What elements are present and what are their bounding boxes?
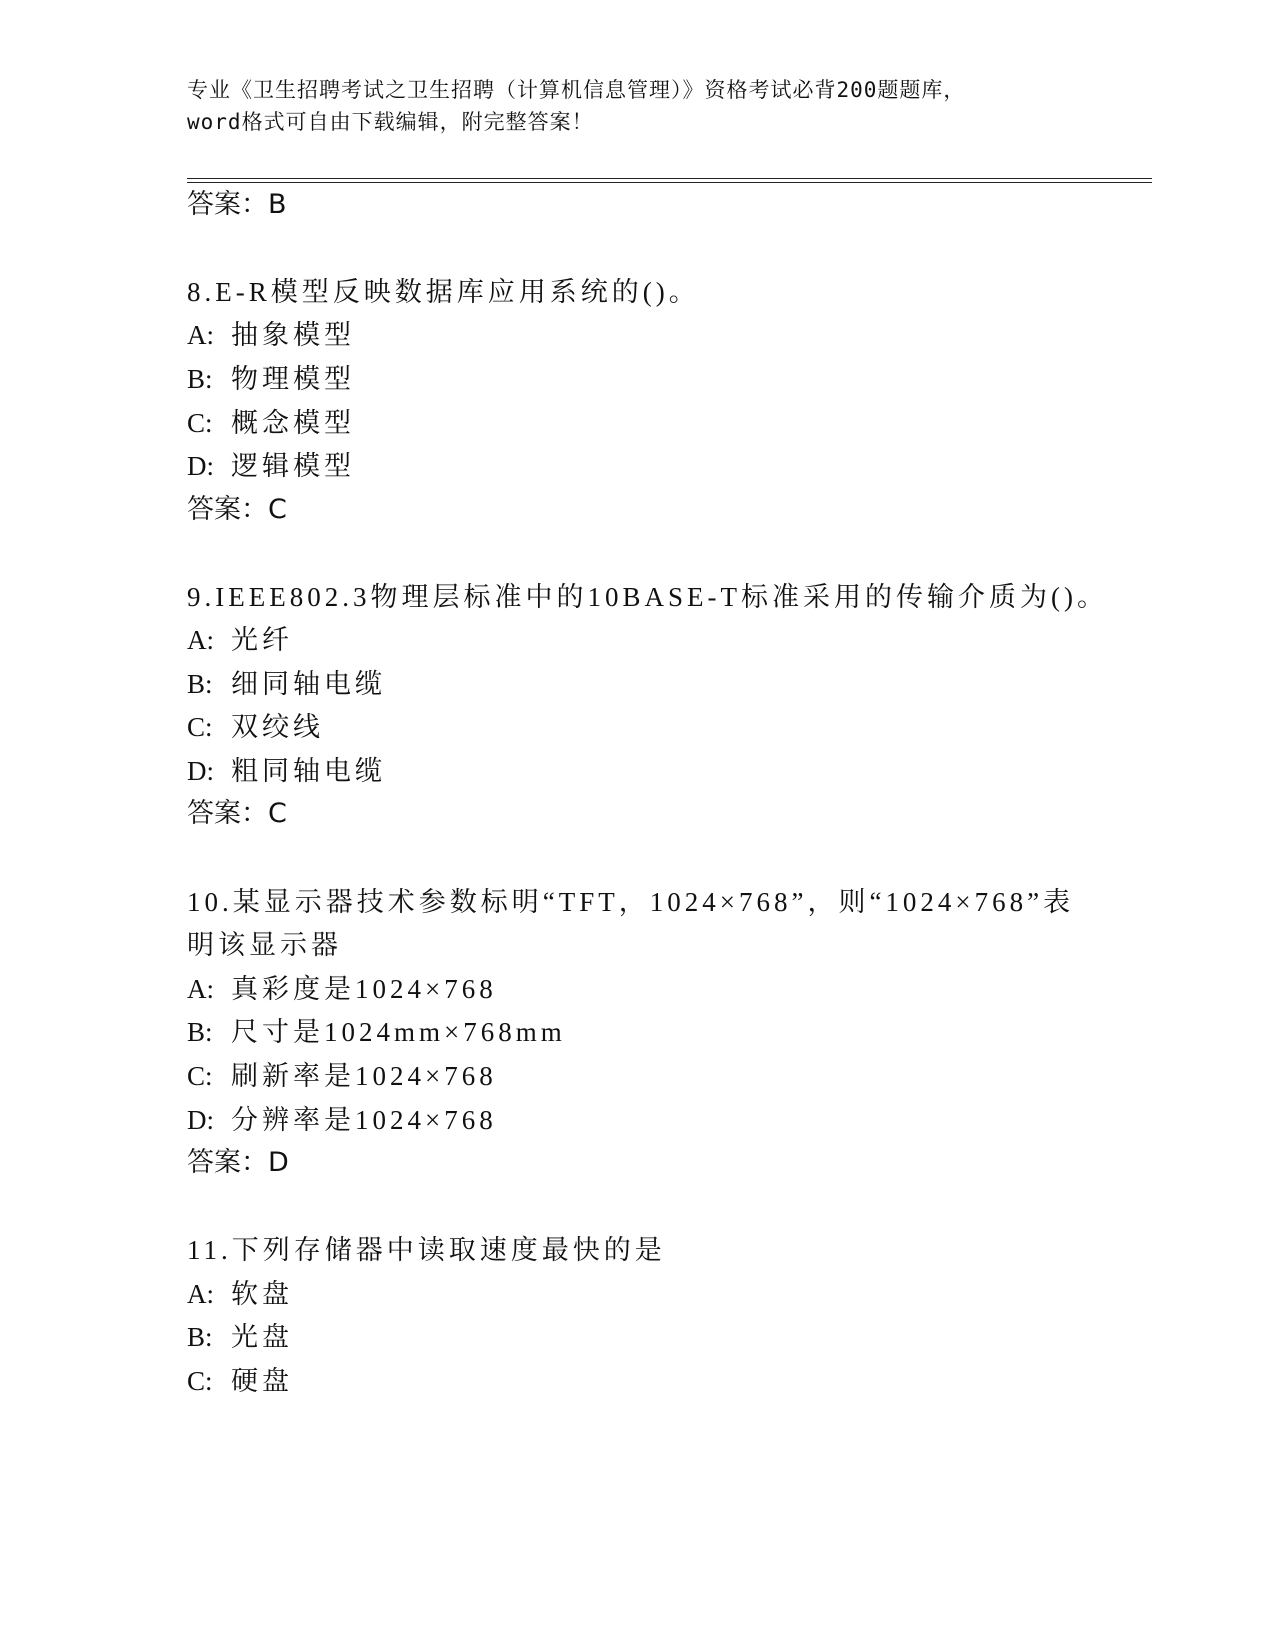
option-text: 尺寸是1024mm×768mm <box>231 1017 566 1047</box>
option-text: 粗同轴电缆 <box>231 756 386 786</box>
option-text: 硬盘 <box>231 1366 293 1396</box>
question-8-option-b <box>187 362 355 396</box>
option-letter: C: <box>187 408 213 438</box>
option-letter: B: <box>187 364 213 394</box>
option-text: 光纤 <box>231 625 293 655</box>
option-letter: B: <box>187 669 213 699</box>
option-letter: A: <box>187 320 214 350</box>
option-text: 细同轴电缆 <box>231 669 386 699</box>
question-9-option-a <box>187 623 293 657</box>
question-9-option-c <box>187 710 324 744</box>
question-9-answer: 答案：C <box>187 798 287 829</box>
question-8-option-c <box>187 406 355 440</box>
header-divider-bottom <box>187 182 1152 183</box>
option-text: 物理模型 <box>231 364 355 394</box>
option-letter: B: <box>187 1017 213 1047</box>
option-text: 刷新率是1024×768 <box>231 1061 497 1091</box>
option-letter: D: <box>187 451 214 481</box>
question-8-option-a <box>187 318 355 352</box>
question-9-stem: 9.IEEE802.3物理层标准中的10BASE-T标准采用的传输介质为()。 <box>187 582 1108 612</box>
document-header-line-1: 专业《卫生招聘考试之卫生招聘（计算机信息管理）》资格考试必背200题题库， <box>187 78 966 102</box>
question-11-option-b <box>187 1320 293 1354</box>
question-10-stem-line-1: 10.某显示器技术参数标明“TFT，1024×768”，则“1024×768”表 <box>187 887 1075 917</box>
question-11-option-c <box>187 1364 293 1398</box>
question-8-option-d <box>187 449 355 483</box>
option-letter: C: <box>187 1061 213 1091</box>
option-letter: D: <box>187 756 214 786</box>
question-11-stem: 11.下列存储器中读取速度最快的是 <box>187 1235 666 1265</box>
option-text: 双绞线 <box>231 712 324 742</box>
option-letter: C: <box>187 712 213 742</box>
option-text: 抽象模型 <box>231 320 355 350</box>
option-letter: D: <box>187 1105 214 1135</box>
option-text: 逻辑模型 <box>231 451 355 481</box>
question-11-option-a <box>187 1277 293 1311</box>
option-letter: C: <box>187 1366 213 1396</box>
option-text: 概念模型 <box>231 408 355 438</box>
question-9-option-b <box>187 667 386 701</box>
question-10-option-a <box>187 972 497 1006</box>
answer-line: 答案：B <box>187 189 287 220</box>
option-letter: A: <box>187 974 214 1004</box>
question-8-stem: 8.E-R模型反映数据库应用系统的()。 <box>187 277 700 307</box>
option-letter: A: <box>187 1279 214 1309</box>
question-10-option-b <box>187 1015 566 1049</box>
document-header-line-2: word格式可自由下载编辑，附完整答案！ <box>187 110 594 134</box>
question-9-option-d <box>187 754 386 788</box>
option-text: 光盘 <box>231 1322 293 1352</box>
option-text: 软盘 <box>231 1279 293 1309</box>
question-10-answer: 答案：D <box>187 1147 289 1178</box>
header-divider-top <box>187 178 1152 179</box>
question-8-answer: 答案：C <box>187 494 287 525</box>
option-letter: A: <box>187 625 214 655</box>
question-10-stem-line-2: 明该显示器 <box>187 930 342 960</box>
question-10-option-c <box>187 1059 497 1093</box>
option-text: 真彩度是1024×768 <box>231 974 497 1004</box>
option-letter: B: <box>187 1322 213 1352</box>
question-10-option-d <box>187 1103 497 1137</box>
option-text: 分辨率是1024×768 <box>231 1105 497 1135</box>
